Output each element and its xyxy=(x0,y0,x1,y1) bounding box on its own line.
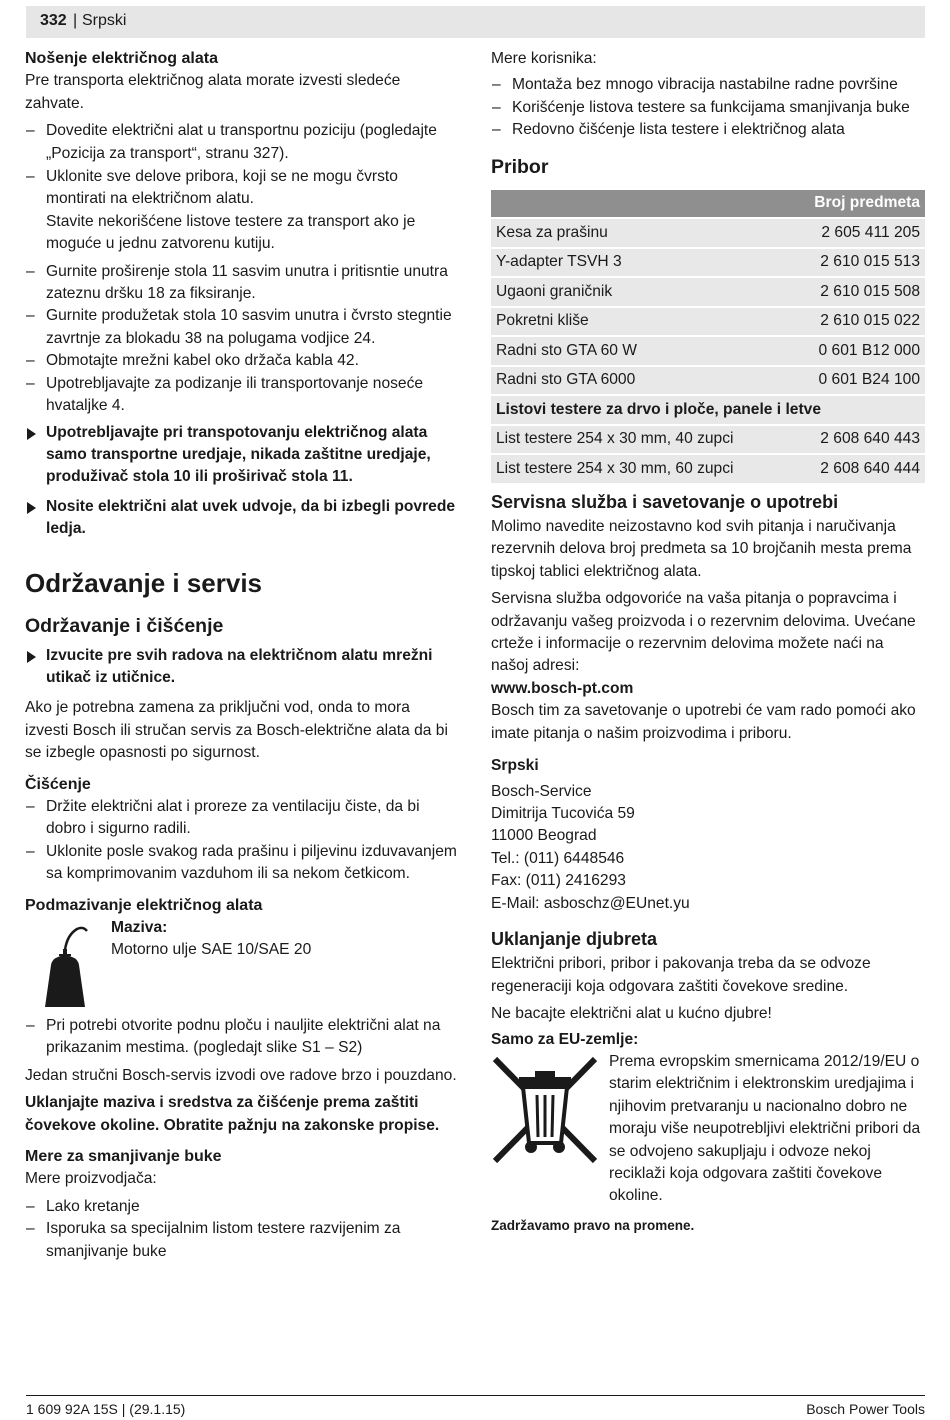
noise-maker-list xyxy=(25,1196,457,1263)
left-column xyxy=(25,48,457,1263)
table-row xyxy=(491,425,925,455)
table-cell-name: List testere 254 x 30 mm, 60 zupci xyxy=(491,454,790,483)
table-cell-number: 2 608 640 443 xyxy=(790,425,925,455)
table-cell-name: Y-adapter TSVH 3 xyxy=(491,248,790,278)
footer-brand: Bosch Power Tools xyxy=(806,1401,925,1417)
address-line: Tel.: (011) 6448546 xyxy=(491,849,625,867)
service-p1: Molimo navedite neizostavno kod svih pitanja i naručivanja rezervnih delova broj predmeta sa 10 brojčanih mesta prema tipskoj tablici električnog alata. xyxy=(491,518,912,580)
noise-title: Mere za smanjivanje buke xyxy=(25,1148,222,1166)
list-item: – Korišćenje listova testere sa funkcijama smanjivanja buke xyxy=(491,97,925,119)
table-cell-name: Pokretni kliše xyxy=(491,307,790,337)
table-cell-number: 2 610 015 022 xyxy=(790,307,925,337)
noise-maker-label: Mere proizvodjača: xyxy=(25,1170,157,1188)
footer-doc-number: 1 609 92A 15S | (29.1.15) xyxy=(26,1401,186,1417)
page-number: 332 xyxy=(40,12,67,29)
list-item: – Gurnite proširenje stola 11 sasvim unutra i pritisntie unutra zateznu dršku 18 za fiksiranje. xyxy=(25,261,457,306)
list-item: – Upotrebljavajte za podizanje ili transportovanje noseće hvataljke 4. xyxy=(25,373,457,418)
disposal-p2: Ne bacajte električni alat u kućno djubre! xyxy=(491,1005,772,1023)
table-cell-number: 0 601 B24 100 xyxy=(790,366,925,396)
lube-value: Motorno ulje SAE 10/SAE 20 xyxy=(111,941,312,959)
address-line: Fax: (011) 2416293 xyxy=(491,872,626,890)
transport-warning-2 xyxy=(25,496,457,541)
user-measures-label: Mere korisnika: xyxy=(491,50,597,67)
service-title: Servisna služba i savetovanje o upotrebi xyxy=(491,491,839,512)
eu-text: Prema evropskim smernicama 2012/19/EU o starim električnim i elektronskim uredjajima i njihovim pretvaranju u nacionalno dobro ne moraju više neupotrebljivi električni pribori da se odvojeno sakupljaju i odvoze nekoj reciklaži koja odgovara zaštiti čovekove okoline. xyxy=(609,1052,921,1205)
lube-list xyxy=(25,1015,457,1060)
right-column xyxy=(491,48,925,1237)
address-line: Bosch-Service xyxy=(491,782,592,800)
table-cell-name: Kesa za prašinu xyxy=(491,218,790,248)
user-measures-list xyxy=(491,74,925,141)
warning-triangle-icon xyxy=(27,428,36,440)
cisc-title: Čišćenje xyxy=(25,775,91,793)
transport-intro: Pre transporta električnog alata morate izvesti sledeće zahvate. xyxy=(25,72,401,112)
table-row xyxy=(491,248,925,278)
list-item: – Dovedite električni alat u transportnu poziciju (pogledajte „Pozicija za transport“, stranu 327). xyxy=(25,120,457,165)
list-item: – Gurnite produžetak stola 10 sasvim unutra i čvrsto stegntie zavrtnje za blokadu 38 na polugama vodjice 24. xyxy=(25,305,457,350)
table-row xyxy=(491,218,925,248)
table-cell-name: Radni sto GTA 6000 xyxy=(491,366,790,396)
table-cell-number: 2 608 640 444 xyxy=(790,454,925,483)
list-item: – Držite električni alat i proreze za ventilaciju čiste, da bi dobro i sigurno radili. xyxy=(25,796,457,841)
table-cell-number: 2 610 015 513 xyxy=(790,248,925,278)
dispose-bold-text: Uklanjajte maziva i sredstva za čišćenje prema zaštiti čovekove okoline. Obratite pažnju na zakonske propise. xyxy=(25,1094,440,1134)
header-separator: | xyxy=(73,12,78,29)
accessories-title: Pribor xyxy=(491,155,549,178)
address-line: 11000 Beograd xyxy=(491,827,597,845)
transport-list xyxy=(25,120,457,211)
table-header-row xyxy=(491,189,925,219)
list-item: – Uklonite sve delove pribora, koji se ne mogu čvrsto montirati na električnom alatu. xyxy=(25,166,457,211)
table-header-cell: Broj predmeta xyxy=(491,189,925,219)
table-cell-number: 2 610 015 508 xyxy=(790,277,925,307)
warning-triangle-icon xyxy=(27,651,36,663)
cable-text: Ako je potrebna zamena za priključni vod, onda to mora izvesti Bosch ili stručan servis za Bosch-električne alata da bi se izbegle opasnosti po sigurnost. xyxy=(25,699,448,762)
oil-can-icon xyxy=(37,919,93,1009)
eu-label: Samo za EU-zemlje: xyxy=(491,1030,639,1048)
page-header xyxy=(26,6,925,38)
address-line: E-Mail: asboschz@EUnet.yu xyxy=(491,894,690,912)
warning-triangle-icon xyxy=(27,502,36,514)
crossed-out-bin-icon xyxy=(491,1055,599,1165)
table-row xyxy=(491,366,925,396)
maintenance-title: Održavanje i servis xyxy=(25,567,263,598)
warning-text: Nosite električni alat uvek udvoje, da bi izbegli povrede ledja. xyxy=(46,497,456,538)
list-item: – Redovno čišćenje lista testere i električnog alata xyxy=(491,119,925,141)
address-line: Dimitrija Tucovića 59 xyxy=(491,804,635,822)
transport-title: Nošenje električnog alata xyxy=(25,50,218,67)
table-row xyxy=(491,336,925,366)
list-item: – Montaža bez mnogo vibracija nastabilne radne površine xyxy=(491,74,925,96)
table-section-row xyxy=(491,395,925,425)
warning-text: Upotrebljavajte pri transpotovanju električnog alata samo transportne uredjaje, nikada zaštitne uredjaje, produživač stola 10 ili proširivač stola 11. xyxy=(46,423,431,486)
table-cell-name: Radni sto GTA 60 W xyxy=(491,336,790,366)
reserve-note: Zadržavamo pravo na promene. xyxy=(491,1217,695,1233)
service-country: Srpski xyxy=(491,757,539,775)
list-item: – Pri potrebi otvorite podnu ploču i nauljite električni alat na prikazanim mestima. (pogledajt slike S1 – S2) xyxy=(25,1015,457,1060)
disposal-p1: Električni pribori, pribor i pakovanja treba da se odvoze regeneraciji koja odgovara zaštiti čovekove sredine. xyxy=(491,955,871,995)
table-row xyxy=(491,454,925,483)
service-p2: Servisna služba odgovoriće na vaša pitanja o popravcima i održavanju vašeg proizvoda i o rezervnim delovima. Uvećane crteže i informacije o rezervnim delovima možete naći na našoj adresi: xyxy=(491,590,916,675)
transport-note: Stavite nekorišćene listove testere za transport ako je moguće u jednu zatvorenu kutiju. xyxy=(46,212,416,253)
transport-warning-1 xyxy=(25,422,457,489)
list-item: – Isporuka sa specijalnim listom testere razvijenim za smanjivanje buke xyxy=(25,1218,457,1263)
footer-divider xyxy=(26,1395,925,1396)
lube-block xyxy=(25,917,457,1009)
service-address xyxy=(491,781,925,915)
lube-label: Maziva: xyxy=(111,919,168,936)
lube-text xyxy=(111,917,311,962)
table-row xyxy=(491,277,925,307)
header-language: Srpski xyxy=(82,12,127,29)
service-text: Jedan stručni Bosch-servis izvodi ove radove brzo i pouzdano. xyxy=(25,1066,457,1084)
list-item: – Lako kretanje xyxy=(25,1196,457,1218)
lube-title: Podmazivanje električnog alata xyxy=(25,896,263,914)
table-cell-name: Ugaoni graničnik xyxy=(491,277,790,307)
transport-list-2 xyxy=(25,261,457,418)
table-cell-name: List testere 254 x 30 mm, 40 zupci xyxy=(491,425,790,455)
cleaning-section-title: Održavanje i čišćenje xyxy=(25,614,224,637)
warning-text: Izvucite pre svih radova na električnom alatu mrežni utikač iz utičnice. xyxy=(46,646,433,686)
weee-block xyxy=(491,1051,925,1211)
list-item: – Obmotajte mrežni kabel oko držača kabla 42. xyxy=(25,350,457,372)
table-cell-number: 2 605 411 205 xyxy=(790,218,925,248)
list-item: – Uklonite posle svakog rada prašinu i piljevinu izduvavanjem sa komprimovanim vazduhom ili sa nekom četkicom. xyxy=(25,841,457,886)
service-url[interactable]: www.bosch-pt.com xyxy=(491,679,634,697)
table-row xyxy=(491,307,925,337)
disposal-title: Uklanjanje djubreta xyxy=(491,928,658,949)
table-cell-number: 0 601 B12 000 xyxy=(790,336,925,366)
unplug-warning xyxy=(25,645,457,690)
cisc-list xyxy=(25,796,457,886)
table-section-cell: Listovi testere za drvo i ploče, panele i letve xyxy=(491,395,925,425)
accessories-table xyxy=(491,188,925,483)
service-p3: Bosch tim za savetovanje o upotrebi će vam rado pomoći ako imate pitanja o našim proizvodima i priboru. xyxy=(491,702,916,742)
